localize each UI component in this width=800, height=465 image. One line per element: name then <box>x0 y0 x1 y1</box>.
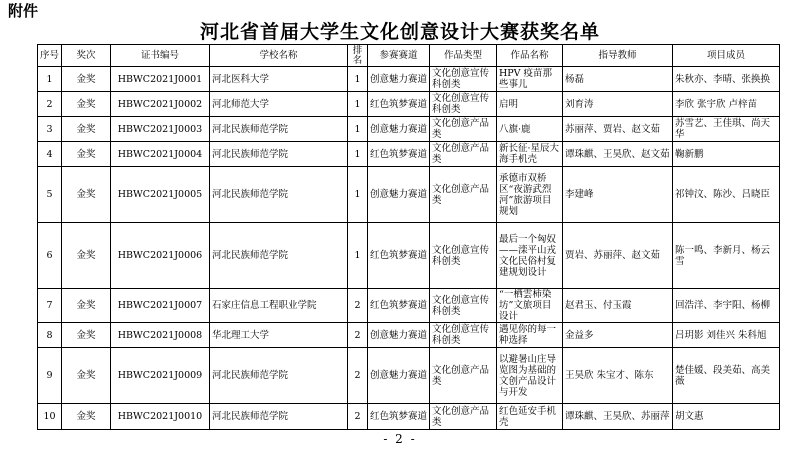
cell-cert: HBWC2021J0004 <box>111 142 210 167</box>
cell-work: 遇见你的每一种选择 <box>497 323 563 348</box>
cell-category: 文化创意宣传科创类 <box>430 223 497 289</box>
cell-category: 文化创意产品类 <box>430 142 497 167</box>
cell-school: 河北医科大学 <box>210 67 348 92</box>
header-rank: 排名 <box>348 45 368 67</box>
header-school: 学校名称 <box>210 45 348 67</box>
cell-cert: HBWC2021J0006 <box>111 223 210 289</box>
attachment-label: 附件 <box>8 2 39 20</box>
cell-award: 金奖 <box>62 167 111 223</box>
cell-members: 胡文惠 <box>673 404 780 430</box>
cell-cert: HBWC2021J0002 <box>111 92 210 117</box>
cell-members: 祁钟汶、陈沙、吕晓臣 <box>673 167 780 223</box>
cell-members: 吕玥影 刘佳兴 朱科旭 <box>673 323 780 348</box>
cell-track: 创意魅力赛道 <box>368 348 430 404</box>
table-row <box>38 67 780 92</box>
cell-award: 金奖 <box>62 323 111 348</box>
cell-members: 苏雪艺、王佳琪、尚天华 <box>673 117 780 142</box>
cell-seq: 9 <box>38 348 62 404</box>
cell-members: 朱秋亦、李晴、张换换 <box>673 67 780 92</box>
cell-seq: 4 <box>38 142 62 167</box>
cell-category: 文化创意产品类 <box>430 348 497 404</box>
cell-track: 创意魅力赛道 <box>368 167 430 223</box>
cell-award: 金奖 <box>62 404 111 430</box>
header-track: 参赛赛道 <box>368 45 430 67</box>
table-row <box>38 167 780 223</box>
cell-seq: 5 <box>38 167 62 223</box>
cell-category: 文化创意宣传科创类 <box>430 67 497 92</box>
cell-rank: 2 <box>348 348 368 404</box>
cell-cert: HBWC2021J0010 <box>111 404 210 430</box>
cell-cert: HBWC2021J0001 <box>111 67 210 92</box>
page-number: - 2 - <box>383 432 417 446</box>
cell-award: 金奖 <box>62 117 111 142</box>
header-work: 作品名称 <box>497 45 563 67</box>
cell-cert: HBWC2021J0009 <box>111 348 210 404</box>
cell-members: 楚佳媛、段美茹、高美薇 <box>673 348 780 404</box>
table-row <box>38 404 780 430</box>
page-title: 河北省首届大学生文化创意设计大赛获奖名单 <box>199 21 600 43</box>
cell-category: 文化创意宣传科创类 <box>430 92 497 117</box>
cell-rank: 1 <box>348 167 368 223</box>
cell-school: 石家庄信息工程职业学院 <box>210 289 348 323</box>
cell-work: HPV 疫苗那些事儿 <box>497 67 563 92</box>
cell-members: 李欣 张宇欣 卢梓苗 <box>673 92 780 117</box>
header-award: 奖次 <box>62 45 111 67</box>
cell-rank: 1 <box>348 223 368 289</box>
cell-work: 最后一个匈奴——滦平山戎文化民俗村复建规划设计 <box>497 223 563 289</box>
cell-seq: 10 <box>38 404 62 430</box>
cell-category: 文化创意产品类 <box>430 117 497 142</box>
cell-teacher: 赵君玉、付玉霞 <box>563 289 673 323</box>
cell-teacher: 谭珠麒、王昊欣、赵文茹 <box>563 142 673 167</box>
cell-category: 文化创意宣传科创类 <box>430 289 497 323</box>
cell-work: 新长征·星辰大海手机壳 <box>497 142 563 167</box>
cell-work: “一栖雲柿染坊”文旅项目设计 <box>497 289 563 323</box>
cell-work: 启明 <box>497 92 563 117</box>
cell-track: 创意魅力赛道 <box>368 323 430 348</box>
header-seq: 序号 <box>38 45 62 67</box>
cell-category: 文化创意产品类 <box>430 404 497 430</box>
cell-rank: 1 <box>348 92 368 117</box>
cell-category: 文化创意宣传科创类 <box>430 323 497 348</box>
table-row <box>38 92 780 117</box>
cell-cert: HBWC2021J0003 <box>111 117 210 142</box>
table-row <box>38 142 780 167</box>
cell-teacher: 刘育涛 <box>563 92 673 117</box>
cell-school: 河北民族师范学院 <box>210 348 348 404</box>
cell-track: 红色筑梦赛道 <box>368 142 430 167</box>
cell-track: 创意魅力赛道 <box>368 117 430 142</box>
cell-cert: HBWC2021J0005 <box>111 167 210 223</box>
cell-members: 鞠新鹏 <box>673 142 780 167</box>
cell-teacher: 金益多 <box>563 323 673 348</box>
cell-seq: 2 <box>38 92 62 117</box>
cell-rank: 1 <box>348 142 368 167</box>
cell-school: 河北民族师范学院 <box>210 167 348 223</box>
cell-teacher: 苏丽萍、贾岩、赵文茹 <box>563 117 673 142</box>
cell-award: 金奖 <box>62 92 111 117</box>
header-cert: 证书编号 <box>111 45 210 67</box>
table-row <box>38 223 780 289</box>
cell-work: 红色延安手机壳 <box>497 404 563 430</box>
cell-track: 创意魅力赛道 <box>368 67 430 92</box>
cell-teacher: 谭珠麒、王昊欣、苏丽萍 <box>563 404 673 430</box>
table-header-row <box>38 45 780 67</box>
header-category: 作品类型 <box>430 45 497 67</box>
cell-track: 红色筑梦赛道 <box>368 92 430 117</box>
cell-track: 红色筑梦赛道 <box>368 289 430 323</box>
cell-teacher: 李建峰 <box>563 167 673 223</box>
cell-track: 红色筑梦赛道 <box>368 404 430 430</box>
cell-school: 河北民族师范学院 <box>210 117 348 142</box>
cell-cert: HBWC2021J0008 <box>111 323 210 348</box>
cell-award: 金奖 <box>62 142 111 167</box>
cell-seq: 8 <box>38 323 62 348</box>
cell-seq: 3 <box>38 117 62 142</box>
cell-rank: 1 <box>348 117 368 142</box>
header-members: 项目成员 <box>673 45 780 67</box>
cell-rank: 2 <box>348 289 368 323</box>
cell-teacher: 王昊欣 朱宝才、陈东 <box>563 348 673 404</box>
table-row <box>38 117 780 142</box>
cell-school: 河北民族师范学院 <box>210 404 348 430</box>
cell-seq: 1 <box>38 67 62 92</box>
cell-work: 承德市双桥区“夜游武烈河”旅游项目规划 <box>497 167 563 223</box>
cell-category: 文化创意产品类 <box>430 167 497 223</box>
cell-teacher: 贾岩、苏丽萍、赵文茹 <box>563 223 673 289</box>
cell-rank: 1 <box>348 67 368 92</box>
cell-work: 以避暑山庄导览图为基础的文创产品设计与开发 <box>497 348 563 404</box>
cell-school: 河北民族师范学院 <box>210 142 348 167</box>
cell-award: 金奖 <box>62 289 111 323</box>
table-row <box>38 323 780 348</box>
cell-track: 红色筑梦赛道 <box>368 223 430 289</box>
header-teacher: 指导教师 <box>563 45 673 67</box>
cell-award: 金奖 <box>62 348 111 404</box>
cell-school: 河北师范大学 <box>210 92 348 117</box>
cell-work: 八旗·鹿 <box>497 117 563 142</box>
cell-cert: HBWC2021J0007 <box>111 289 210 323</box>
cell-seq: 7 <box>38 289 62 323</box>
cell-teacher: 杨磊 <box>563 67 673 92</box>
cell-award: 金奖 <box>62 223 111 289</box>
cell-members: 陈一鸣、李新月、杨云雪 <box>673 223 780 289</box>
award-table <box>37 44 780 430</box>
cell-award: 金奖 <box>62 67 111 92</box>
cell-school: 华北理工大学 <box>210 323 348 348</box>
cell-members: 回浩洋、李宇阳、杨柳 <box>673 289 780 323</box>
cell-school: 河北民族师范学院 <box>210 223 348 289</box>
cell-rank: 2 <box>348 323 368 348</box>
cell-rank: 2 <box>348 404 368 430</box>
table-row <box>38 348 780 404</box>
cell-seq: 6 <box>38 223 62 289</box>
table-row <box>38 289 780 323</box>
